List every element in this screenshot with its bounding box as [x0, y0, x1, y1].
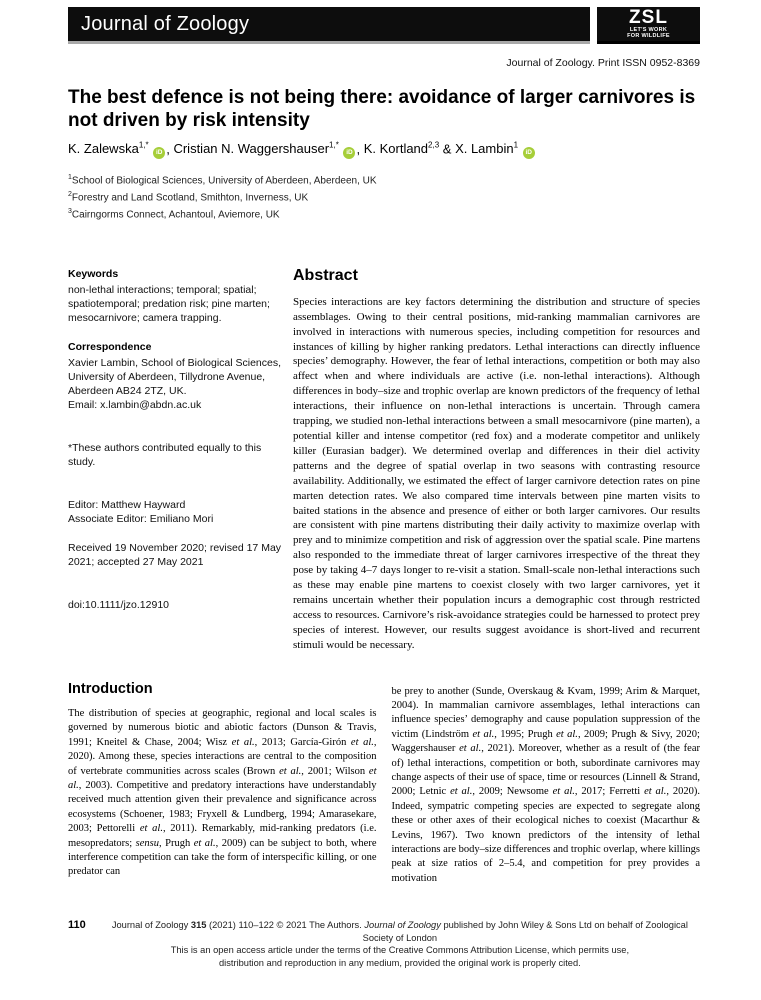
zsl-logo-text: ZSL — [629, 7, 668, 28]
editors-block — [68, 498, 286, 526]
author-separator: & — [439, 141, 456, 157]
associate-editor-line: Associate Editor: Emiliano Mori — [68, 512, 214, 525]
received-dates: Received 19 November 2020; revised 17 May 2021; accepted 27 May 2021 — [68, 541, 282, 568]
correspondence-email: Email: x.lambin@abdn.ac.uk — [68, 398, 202, 411]
author-name: Cristian N. Waggershauser$^{1,*}$ — [173, 141, 339, 157]
affiliation-line: $^3$Cairngorms Connect, Achantoul, Aviemore, UK — [68, 207, 280, 221]
introduction-column-left — [68, 682, 377, 887]
journal-name-banner — [68, 7, 590, 44]
page-number: 110 — [68, 919, 86, 931]
author-affiliation-sup: 1,* — [138, 141, 149, 150]
author-separator: , — [166, 141, 174, 157]
article-title: The best defence is not being there: avoidance of larger carnivores is not driven by risk intensity — [68, 87, 696, 131]
footer-license-line1: This is an open access article under the terms of the Creative Commons Attribution License, which permits use, — [170, 945, 630, 955]
page-footer — [68, 919, 700, 969]
correspondence-heading: Correspondence — [68, 340, 152, 353]
introduction-section — [68, 682, 700, 887]
introduction-text-right: be prey to another (Sunde, Overskaug & Kvam, 1999; Arim & Marquet, 2004). In mammalian carnivore assemblages, lethal interactions can influence species’ demography and cause population suppression of the victim (Lindström et al., 1995; Prugh et al., 2009; Prugh & Sivy, 2020; Waggershauser et al., 2021). Moreover, whether as a result of (the fear of) lethal interactions, competition or both, subordinate carnivores may change aspects of their use of space, time or resources (Linnell & Strand, 2000; Letnic et al., 2009; Newsome et al., 2017; Ferretti et al., 2020). Indeed, sympatric competing species are expected to segregate along these or other axes of their ecological niches to coexist (Macarthur & Levins, 1967). Two known predictors of the intensity of lethal interactions are body–size differences and trophic overlap, where killings peak at size ratios of 2–5.4, and competition for prey provides a motivation — [391, 685, 700, 884]
author-name: K. Zalewska$^{1,*}$ — [68, 141, 149, 157]
author-name: X. Lambin$^1$ — [455, 141, 519, 157]
correspondence-address: Xavier Lambin, School of Biological Sciences, University of Aberdeen, Tillydrone Avenue, Aberdeen AB24 2TZ, UK. — [68, 356, 282, 397]
affiliation-line: $^1$School of Biological Sciences, University of Aberdeen, Aberdeen, UK — [68, 174, 377, 187]
author-affiliation-sup: 2,3 — [428, 141, 440, 150]
article-info-sidebar — [68, 267, 286, 653]
orcid-icon[interactable]: iD — [153, 147, 165, 159]
affiliation-line: $^2$Forestry and Land Scotland, Smithton, Inverness, UK — [68, 191, 309, 204]
correspondence-block — [68, 340, 286, 412]
author-affiliation-sup: 1,* — [329, 141, 339, 150]
authors-line — [68, 141, 700, 159]
zsl-tagline-line1: LET'S WORK — [629, 27, 668, 33]
orcid-icon[interactable]: iD — [343, 147, 355, 159]
affiliations — [68, 171, 700, 221]
contribution-note: *These authors contributed equally to this study. — [68, 441, 262, 468]
keywords-block — [68, 267, 286, 325]
introduction-text-left: The distribution of species at geographic, regional and local scales is governed by numerous biotic and abiotic factors (Dunson & Travis, 1991; Kneitel & Chase, 2004; Wisz et al., 2013; García-Girón et al., 2020). Among these, species interactions are central to the composition of vertebrate communities across scales (Brown et al., 2001; Wilson et al., 2003). Competitive and predatory interactions have understandably received much attention given their prevalence and significance across ecosystems (Schoener, 1983; Fryxell & Lundberg, 1994; Amarasekare, 2003; Pettorelli et al., 2011). Remarkably, mid-ranking predators (i.e. mesopredators; sensu, Prugh et al., 2009) can be subject to both, where interference competition can take the form of interspecific killing, or one predator can — [68, 707, 377, 878]
footer-text — [100, 919, 700, 969]
keywords-text: non-lethal interactions; temporal; spatial; spatiotemporal; predation risk; pine marten; mesocarnivore; camera trapping. — [68, 283, 270, 324]
journal-name: Journal of Zoology — [81, 12, 250, 35]
abstract-text: Species interactions are key factors determining the distribution and structure of species assemblages. Owing to their central positions, mid-ranking mammalian carnivores are involved in interactions with numerous species, including competition for resources and instances of killing by higher ranking predators. Lethal interactions can directly influence species’ demography. However, the fear of lethal interactions, competition or both may also affect when and where individuals are active (i.e. non-lethal interactions). Although differences in body–size and trophic overlap are known predictors of the frequency of lethal interactions, their influence on non-lethal interactions is uncertain. Through camera trapping, we studied non-lethal interactions between a small mesocarnivore (pine marten), a potential killer and intense competitor (red fox) and a moderate competitor and unlikely killer (Eurasian badger). We determined overlap and differences in their diel activity patterns and the degree of spatial overlap in two seasons with contrasting resource availability. Additionally, we estimated the effect of larger carnivore detection rates on pine marten detection rates. We also compared time intervals between pine marten visits to baited stations in the absence and presence of either or both larger carnivores. Our results are consistent with pine martens distributing their daily activity to maximize overlap with prey and to minimize competition and risk of aggression over the spatial scale. Pine martens also responded to the immediate threat of larger carnivores irrespective of the threat they pose by taking 4–7 days longer to re-visit a station. Small-scale non-lethal interactions such as these may enable pine martens to coexist closely with two larger carnivores, yet it remains uncertain whether their population incurs a demographic cost through restricted access to resources. Carnivore’s risk-avoidance strategies could be harnessed to protect prey species of interest. However, our results suggest avoidance is short-lived and recurrent stimuli would be necessary. — [293, 295, 700, 651]
zsl-tagline-line2: FOR WILDLIFE — [627, 33, 670, 39]
doi-line: doi:10.1111/jzo.12910 — [68, 598, 170, 611]
author-separator: , — [356, 141, 364, 157]
abstract-section — [293, 267, 700, 653]
footer-citation-line: Journal of Zoology 315 (2021) 110–122 © 2021 The Authors. Journal of Zoology published by John Wiley & Sons Ltd on behalf of Zoological Society of London — [111, 920, 688, 943]
abstract-heading: Abstract — [293, 266, 358, 284]
keywords-heading: Keywords — [68, 267, 119, 280]
introduction-heading: Introduction — [68, 680, 153, 697]
orcid-icon[interactable]: iD — [523, 147, 535, 159]
editor-line: Editor: Matthew Hayward — [68, 498, 186, 511]
page-header — [68, 7, 700, 44]
zsl-logo — [597, 7, 700, 44]
footer-license-line2: distribution and reproduction in any medium, provided the original work is properly cited. — [219, 957, 581, 968]
introduction-column-right — [392, 682, 701, 887]
issn-line: Journal of Zoology. Print ISSN 0952-8369 — [506, 57, 700, 69]
author-name: K. Kortland$^{2,3}$ — [363, 141, 440, 157]
author-affiliation-sup: 1 — [513, 141, 519, 150]
